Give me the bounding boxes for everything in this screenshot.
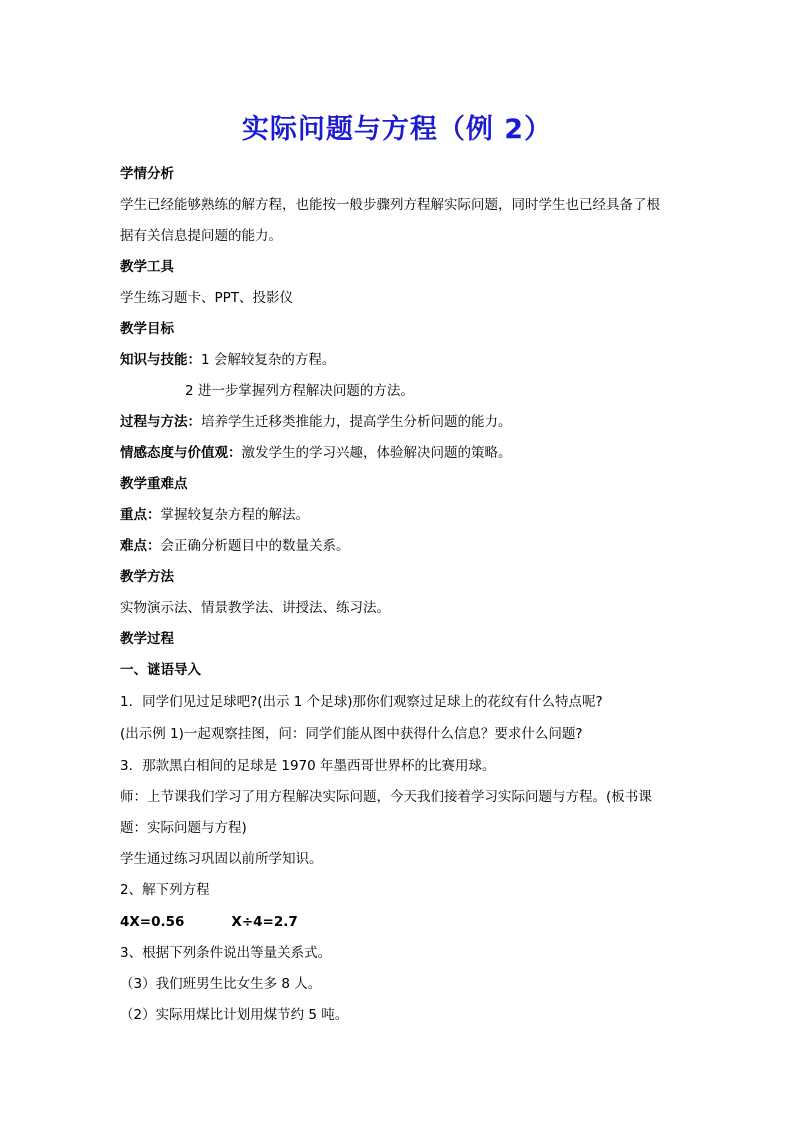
- goal-knowledge-skills: [120, 350, 690, 370]
- paragraph-line: （2）实际用煤比计划用煤节约 5 吨。: [120, 1007, 349, 1023]
- heading-learning-analysis: 学情分析: [120, 166, 174, 182]
- goal-label: 知识与技能：: [120, 352, 201, 368]
- paragraph-line: （3）我们班男生比女生多 8 人。: [120, 976, 322, 992]
- heading-teaching-methods: 教学方法: [120, 569, 174, 585]
- paragraph-line: 1．同学们见过足球吧?(出示 1 个足球)那你们观察过足球上的花纹有什么特点呢?: [120, 694, 603, 710]
- goal-knowledge-skills-2: 2 进一步掌握列方程解决问题的方法。: [185, 383, 414, 399]
- heading-teaching-goals: 教学目标: [120, 321, 174, 337]
- paragraph-line: 3．那款黑白相间的足球是 1970 年墨西哥世界杯的比赛用球。: [120, 758, 496, 774]
- difficult-point: [120, 536, 690, 556]
- goal-text: 1 会解较复杂的方程。: [201, 352, 336, 368]
- goal-text: 激发学生的学习兴趣，体验解决问题的策略。: [241, 445, 512, 461]
- key-point: [120, 505, 690, 525]
- heading-teaching-tools: 教学工具: [120, 259, 174, 275]
- difficult-text: 会正确分析题目中的数量关系。: [160, 538, 350, 554]
- paragraph-line: 题：实际问题与方程): [120, 820, 247, 836]
- goal-process-method: [120, 412, 690, 432]
- goal-label: 过程与方法：: [120, 414, 201, 430]
- equations-line: 4X=0.56 X÷4=2.7: [120, 914, 298, 930]
- document-title: 实际问题与方程（例 2）: [241, 114, 553, 145]
- heading-key-difficult: 教学重难点: [120, 476, 188, 492]
- key-label: 重点：: [120, 507, 161, 523]
- paragraph-line: 学生已经能够熟练的解方程，也能按一般步骤列方程解实际问题，同时学生也已经具备了根: [120, 197, 660, 213]
- paragraph-line: 2、解下列方程: [120, 882, 210, 898]
- goal-label: 情感态度与价值观：: [120, 445, 242, 461]
- paragraph-line: 师：上节课我们学习了用方程解决实际问题，今天我们接着学习实际问题与方程。(板书课: [120, 789, 652, 805]
- paragraph-line: 据有关信息提问题的能力。: [120, 228, 282, 244]
- paragraph-line: 实物演示法、情景教学法、讲授法、练习法。: [120, 600, 390, 616]
- subheading-riddle-intro: 一、谜语导入: [120, 662, 201, 678]
- heading-teaching-process: 教学过程: [120, 631, 174, 647]
- key-text: 掌握较复杂方程的解法。: [160, 507, 309, 523]
- goal-text: 培养学生迁移类推能力，提高学生分析问题的能力。: [201, 414, 512, 430]
- goal-emotion-values: [120, 443, 690, 463]
- paragraph-line: 学生通过练习巩固以前所学知识。: [120, 851, 323, 867]
- difficult-label: 难点：: [120, 538, 161, 554]
- paragraph-line: 学生练习题卡、PPT、投影仪: [120, 290, 294, 306]
- paragraph-line: (出示例 1)一起观察挂图，问：同学们能从图中获得什么信息？要求什么问题?: [120, 726, 583, 742]
- paragraph-line: 3、根据下列条件说出等量关系式。: [120, 945, 332, 961]
